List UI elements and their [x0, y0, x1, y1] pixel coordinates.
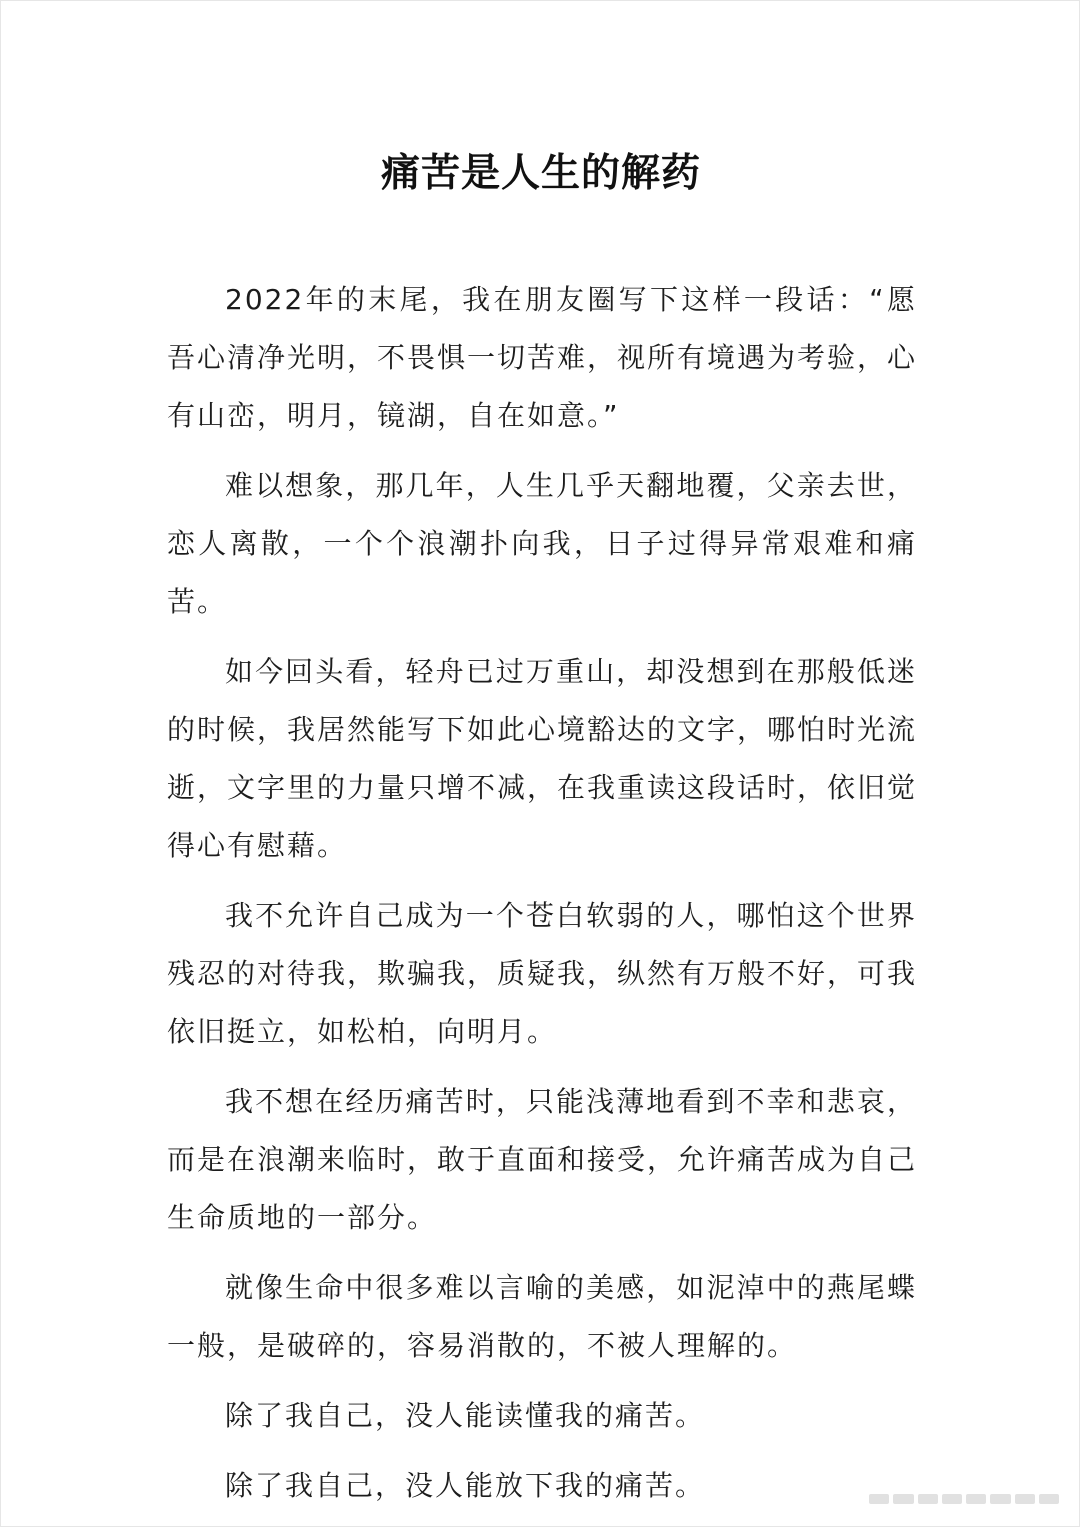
paragraph: 就像生命中很多难以言喻的美感，如泥淖中的燕尾蝶一般，是破碎的，容易消散的，不被人理解的。	[167, 1271, 917, 1362]
paragraph: 我不想在经历痛苦时，只能浅薄地看到不幸和悲哀，而是在浪潮来临时，敢于直面和接受，允许痛苦成为自己生命质地的一部分。	[167, 1085, 918, 1234]
paragraph: 2022年的末尾，我在朋友圈写下这样一段话：“愿吾心清净光明，不畏惧一切苦难，视所有境遇为考验，心有山峦，明月，镜湖，自在如意。”	[167, 283, 918, 432]
paragraph: 难以想象，那几年，人生几乎天翻地覆，父亲去世，恋人离散，一个个浪潮扑向我，日子过得异常艰难和痛苦。	[167, 469, 917, 618]
paragraph: 我不允许自己成为一个苍白软弱的人，哪怕这个世界残忍的对待我，欺骗我，质疑我，纵然有万般不好，可我依旧挺立，如松柏，向明月。	[167, 899, 918, 1048]
paragraph: 如今回头看，轻舟已过万重山，却没想到在那般低迷的时候，我居然能写下如此心境豁达的文字，哪怕时光流逝，文字里的力量只增不减，在我重读这段话时，依旧觉得心有慰藉。	[167, 655, 918, 862]
document-body	[167, 271, 917, 1527]
paragraph: 除了我自己，没人能放下我的痛苦。	[225, 1469, 706, 1502]
watermark-graphic	[869, 1494, 1059, 1504]
document-title: 痛苦是人生的解药	[380, 150, 701, 196]
paragraph: 除了我自己，没人能读懂我的痛苦。	[225, 1399, 706, 1432]
